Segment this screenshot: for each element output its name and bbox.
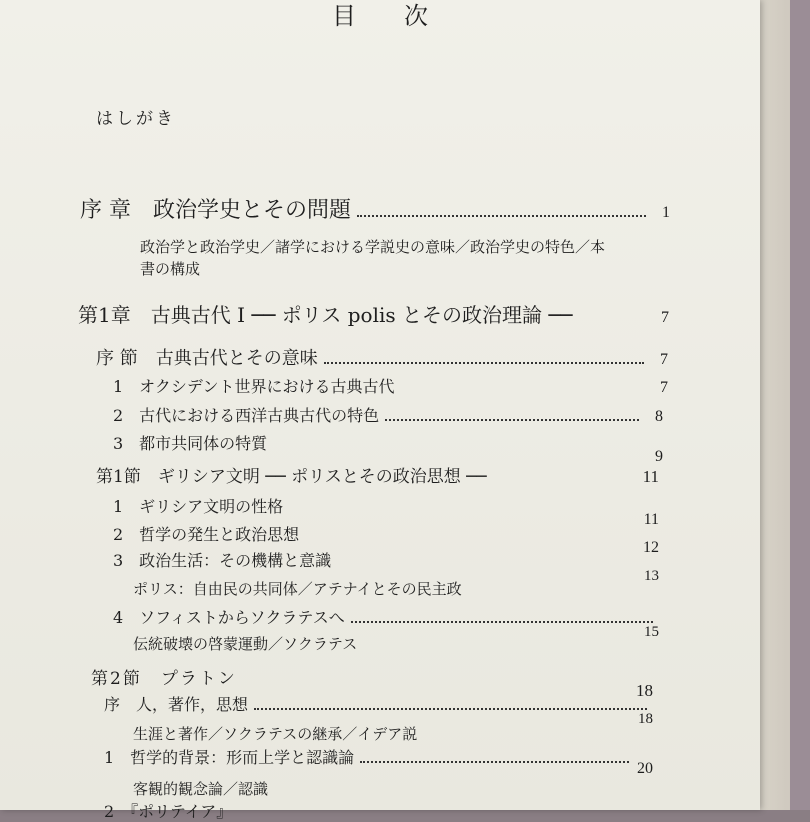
page-number: 7 xyxy=(660,379,668,396)
toc-entry-item xyxy=(113,403,663,426)
entry-label: 4 ソフィストからソクラテスへ xyxy=(113,608,345,627)
page-number: 8 xyxy=(655,408,663,425)
toc-entry-subtopics xyxy=(133,624,659,654)
toc-entry-item xyxy=(113,522,659,556)
entry-label: 2 古代における西洋古典古代の特色 xyxy=(113,406,380,425)
toc-entry-item xyxy=(104,745,653,777)
toc-entry-item xyxy=(113,374,668,397)
page-number: 7 xyxy=(660,351,668,368)
toc-entry-item xyxy=(104,692,653,715)
page-number: 1 xyxy=(662,204,670,221)
page-number: 11 xyxy=(642,467,659,486)
page-number: 7 xyxy=(661,309,669,326)
entry-label: 3 都市共同体の特質 xyxy=(113,434,268,453)
entry-label: 1 ギリシア文明の性格 xyxy=(113,497,284,516)
entry-label: ポリス：自由民の共同体／アテナイとその民主政 xyxy=(133,580,462,598)
entry-label: 第2節 プラトン xyxy=(91,669,237,689)
page-number: 12 xyxy=(643,539,659,556)
toc-entry-section-2 xyxy=(91,664,653,700)
entry-label: 伝統破壊の啓蒙運動／ソクラテス xyxy=(133,635,358,653)
entry-label: 1 オクシデント世界における古典古代 xyxy=(113,377,395,396)
entry-label: 3 政治生活：その機構と意識 xyxy=(113,551,332,570)
entry-label: 1 哲学的背景：形而上学と認識論 xyxy=(104,748,355,767)
leader-dots xyxy=(360,761,629,763)
page-number: 18 xyxy=(638,711,653,727)
entry-label: 2 哲学の発生と政治思想 xyxy=(113,525,300,544)
entry-label: 序 節 古典古代とその意味 xyxy=(96,348,318,369)
toc-entry-item xyxy=(113,605,659,628)
toc-entry-intro-chapter xyxy=(80,193,670,224)
page-number: 9 xyxy=(655,448,663,465)
toc-subtopics: 政治学と政治学史／諸学における学説史の意味／政治学史の特色／本書の構成 xyxy=(140,238,606,278)
toc-entry-subtopics: 客観的観念論／認識 xyxy=(133,780,269,798)
toc-entry-item xyxy=(113,494,659,528)
toc-entry-item xyxy=(113,431,663,465)
page-number: 13 xyxy=(644,568,659,584)
leader-dots xyxy=(351,621,653,623)
toc-entry-intro-section xyxy=(96,344,668,370)
leader-dots xyxy=(385,419,639,421)
page-number: 20 xyxy=(637,760,653,777)
toc-entry-item xyxy=(113,548,659,571)
leader-dots xyxy=(254,708,647,710)
entry-label: 序 章 政治学史とその問題 xyxy=(80,198,351,223)
entry-label: 第1節 ギリシア文明 ── ポリスとその政治思想 ── xyxy=(96,467,487,487)
page-title: 目次 xyxy=(332,2,476,30)
leader-dots xyxy=(324,362,644,364)
toc-entry-item-cut: 2 『ポリテイア』 xyxy=(104,802,233,821)
page-number: 15 xyxy=(644,624,659,640)
toc-entry-section-1 xyxy=(96,462,659,487)
toc-entry-chapter-1 xyxy=(78,299,669,328)
toc-entry-subtopics xyxy=(133,711,653,744)
entry-label: 序 人，著作，思想 xyxy=(104,695,249,714)
page-number: 11 xyxy=(643,511,659,528)
preface-entry: はしがき xyxy=(96,109,176,129)
leader-dots xyxy=(357,215,646,217)
entry-label: 生涯と著作／ソクラテスの継承／イデア説 xyxy=(133,725,418,743)
entry-label: 第1章 古典古代 I ── ポリス polis とその政治理論 ── xyxy=(78,303,573,327)
page-number: 18 xyxy=(636,681,653,700)
toc-entry-subtopics xyxy=(133,568,659,599)
